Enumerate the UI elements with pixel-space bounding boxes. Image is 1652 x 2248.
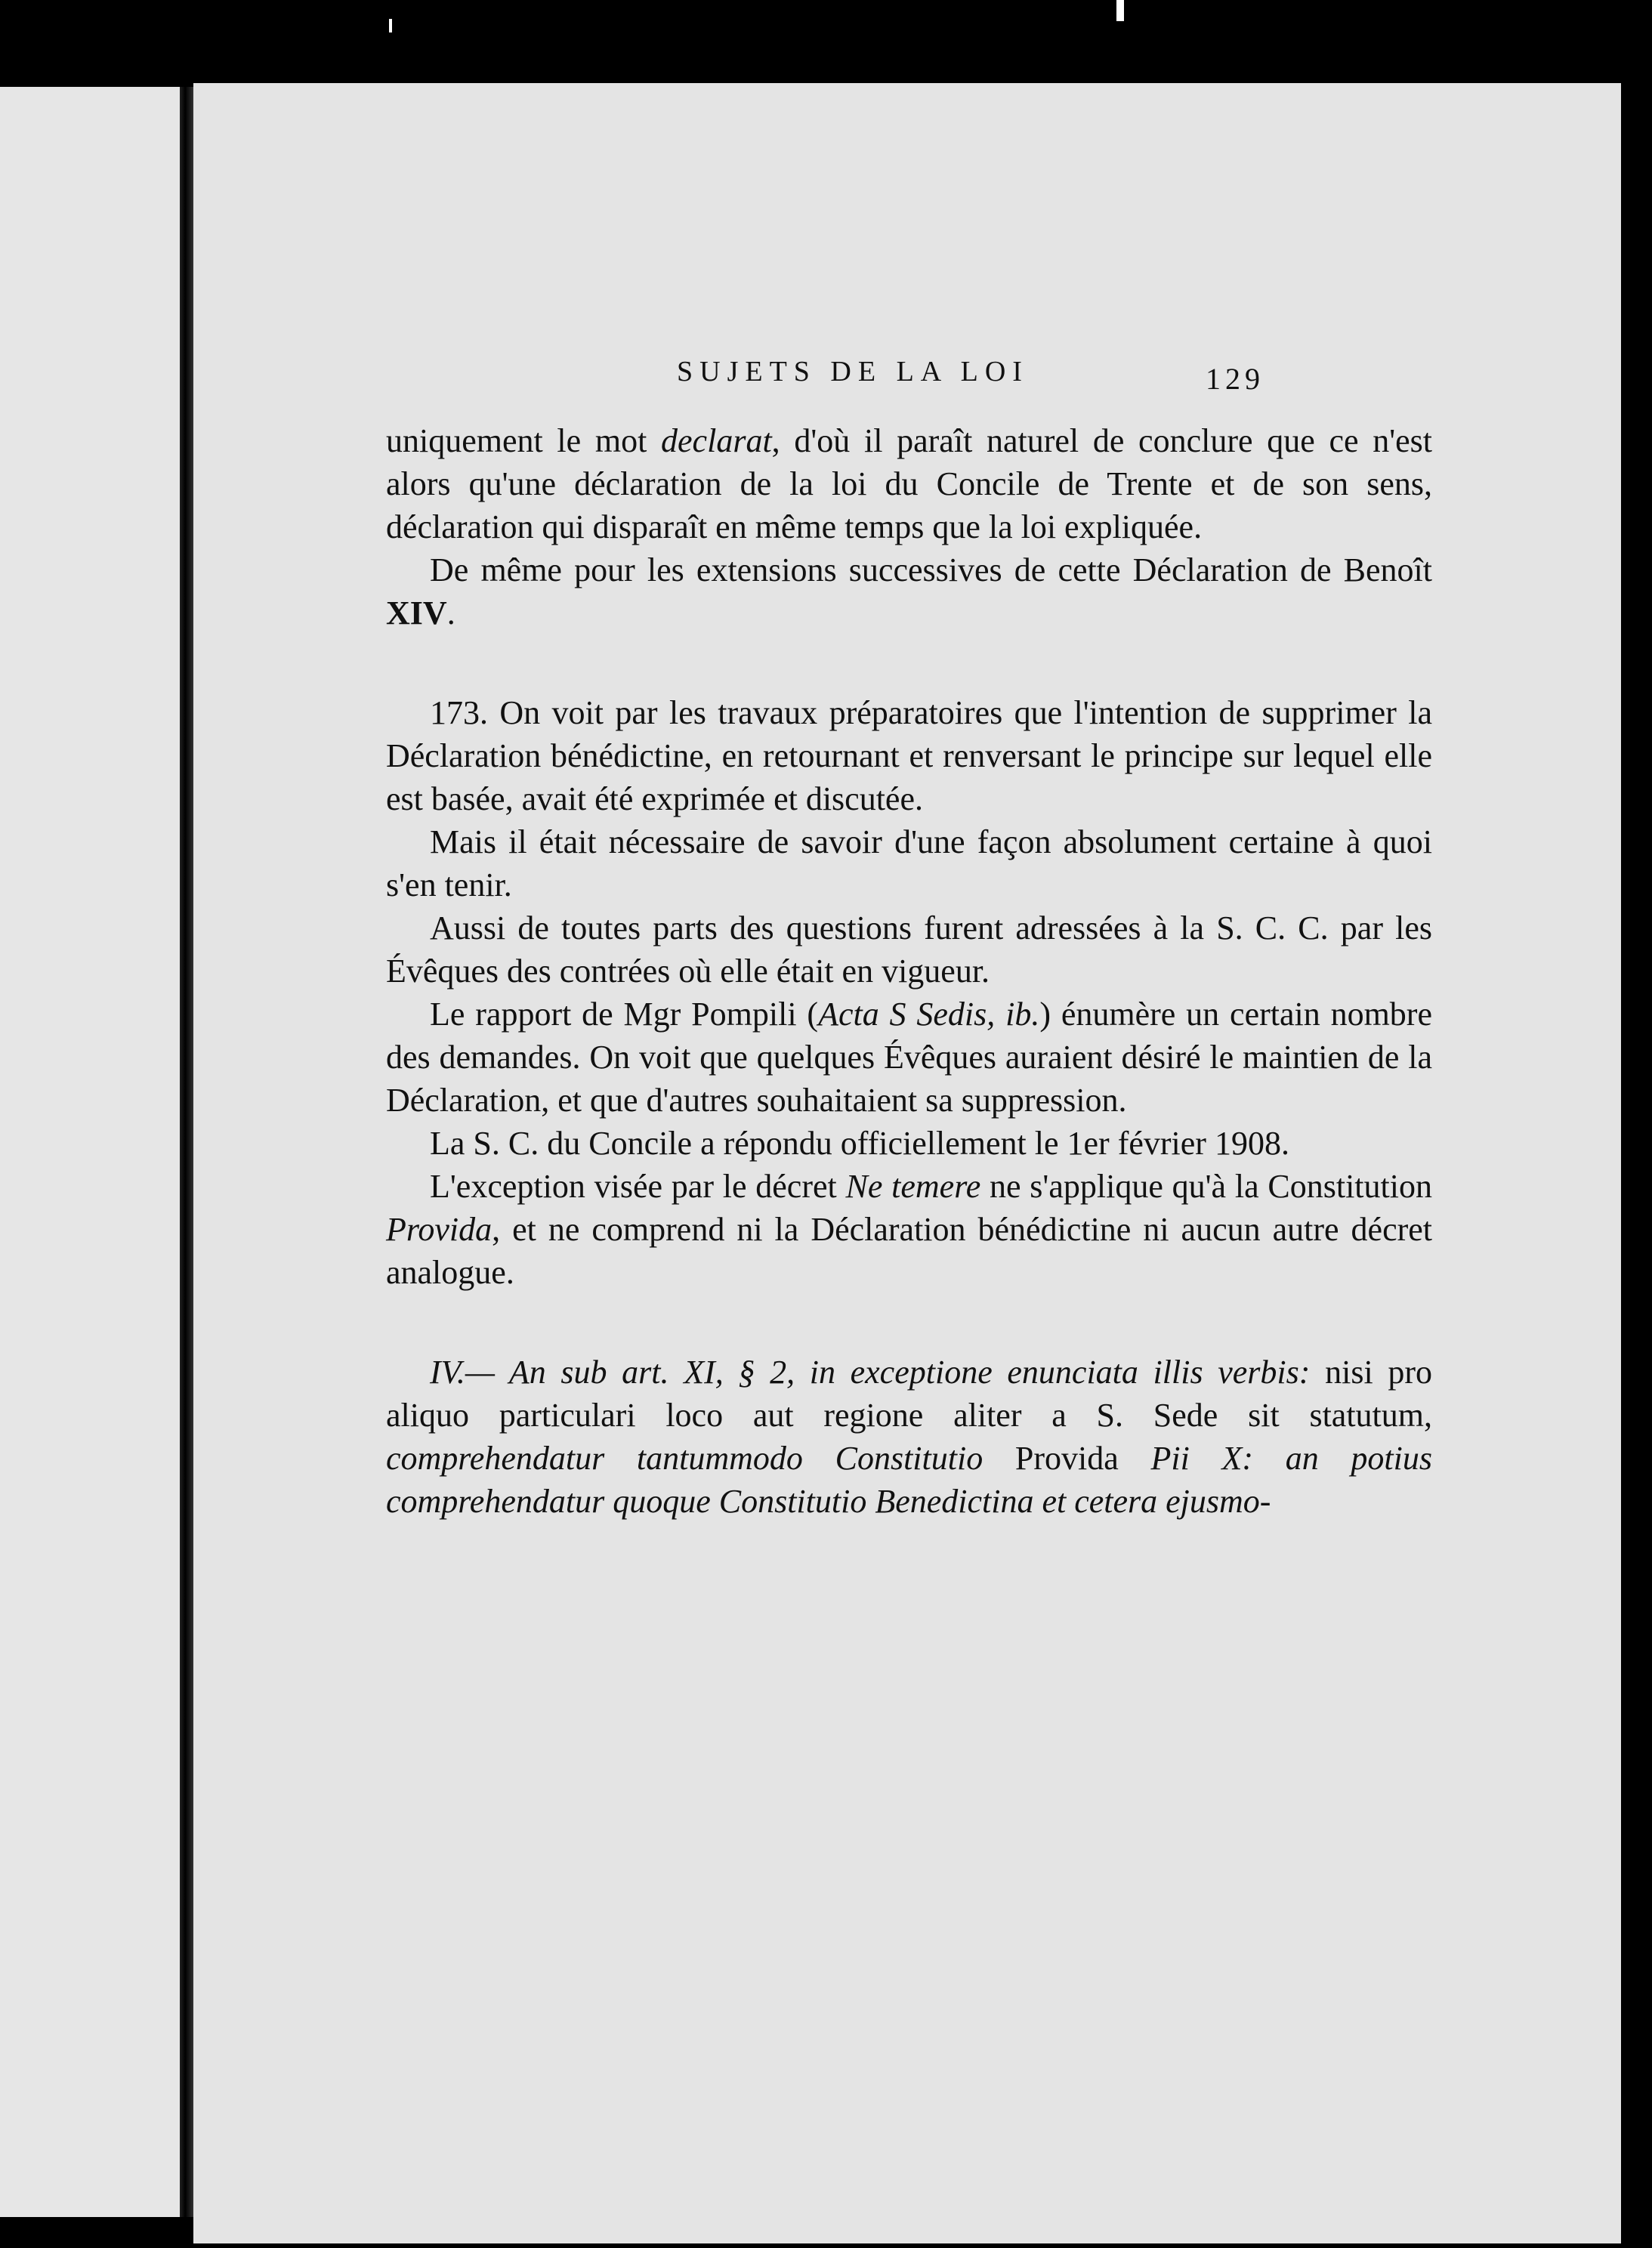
italic-text: comprehendatur tantummodo Constitutio (386, 1440, 1015, 1477)
paragraph: La S. C. du Concile a répondu officiellement le 1er février 1908. (430, 1125, 1289, 1162)
text-run: L'exception visée par le décret (430, 1168, 846, 1205)
text-run: ne s'applique qu'à la Constitution (980, 1168, 1432, 1205)
italic-text: Acta S Sedis, ib. (818, 996, 1040, 1033)
book-spine (180, 87, 193, 2217)
text-run: nisi pro aliquo particulari loco aut regione aliter a S. Sede sit statutum, (386, 1354, 1432, 1434)
page-header (193, 355, 1621, 400)
italic-text: IV.— An sub art. XI, § 2, in exceptione enunciata illis verbis: (430, 1354, 1311, 1391)
italic-text: Pii X: an potius comprehendatur quoque Constitutio Benedictina et cetera ejusmo- (386, 1440, 1432, 1520)
section-number: 173. (430, 694, 488, 731)
italic-text: declarat (661, 422, 772, 459)
running-title: SUJETS DE LA LOI (677, 356, 1029, 388)
italic-text: Provida (386, 1211, 493, 1248)
paragraph-question-iv (386, 1351, 1432, 1523)
text-run: uniquement le mot (386, 422, 662, 459)
bold-text: XIV (386, 594, 447, 631)
paragraph: Mais il était nécessaire de savoir d'une façon absolument certaine à quoi s'en tenir. (386, 823, 1432, 903)
paragraph-173 (386, 691, 1432, 820)
scan-mark (389, 19, 392, 32)
text-run: . (446, 594, 455, 631)
book-page (193, 83, 1621, 2243)
text-run: On voit par les travaux préparatoires que l'intention de supprimer la Déclaration bénédictine, en retournant et renversant le principe sur lequel elle est basée, avait été exprimée et discutée. (386, 694, 1432, 817)
paragraph (386, 993, 1432, 1122)
paragraph (386, 548, 1432, 635)
page-number: 129 (1206, 362, 1264, 396)
text-run: Le rapport de Mgr Pompili ( (430, 996, 819, 1033)
body-text (386, 419, 1432, 1523)
paragraph (386, 1165, 1432, 1294)
text-run: De même pour les extensions successives de cette Déclaration de Benoît (430, 551, 1432, 588)
text-run: ) énumère un certain nombre des demandes. On voit que quelques Évêques auraient désiré le maintien de la Déclaration, et que d'autres souhaitaient sa suppression. (386, 996, 1432, 1119)
paragraph (386, 419, 1432, 548)
left-page-edge (0, 87, 181, 2217)
paragraph: Aussi de toutes parts des questions furent adressées à la S. C. C. par les Évêques des contrées où elle était en vigueur. (386, 909, 1432, 990)
scan-mark (1116, 0, 1124, 21)
text-run: , d'où il paraît naturel de conclure que ce n'est alors qu'une déclaration de la loi du Concile de Trente et de son sens, déclaration qui disparaît en même temps que la loi expliquée. (386, 422, 1433, 545)
italic-text: Ne temere (845, 1168, 981, 1205)
text-run: , et ne comprend ni la Déclaration bénédictine ni aucun autre décret analogue. (386, 1211, 1432, 1291)
text-run: Provida (1014, 1440, 1151, 1477)
